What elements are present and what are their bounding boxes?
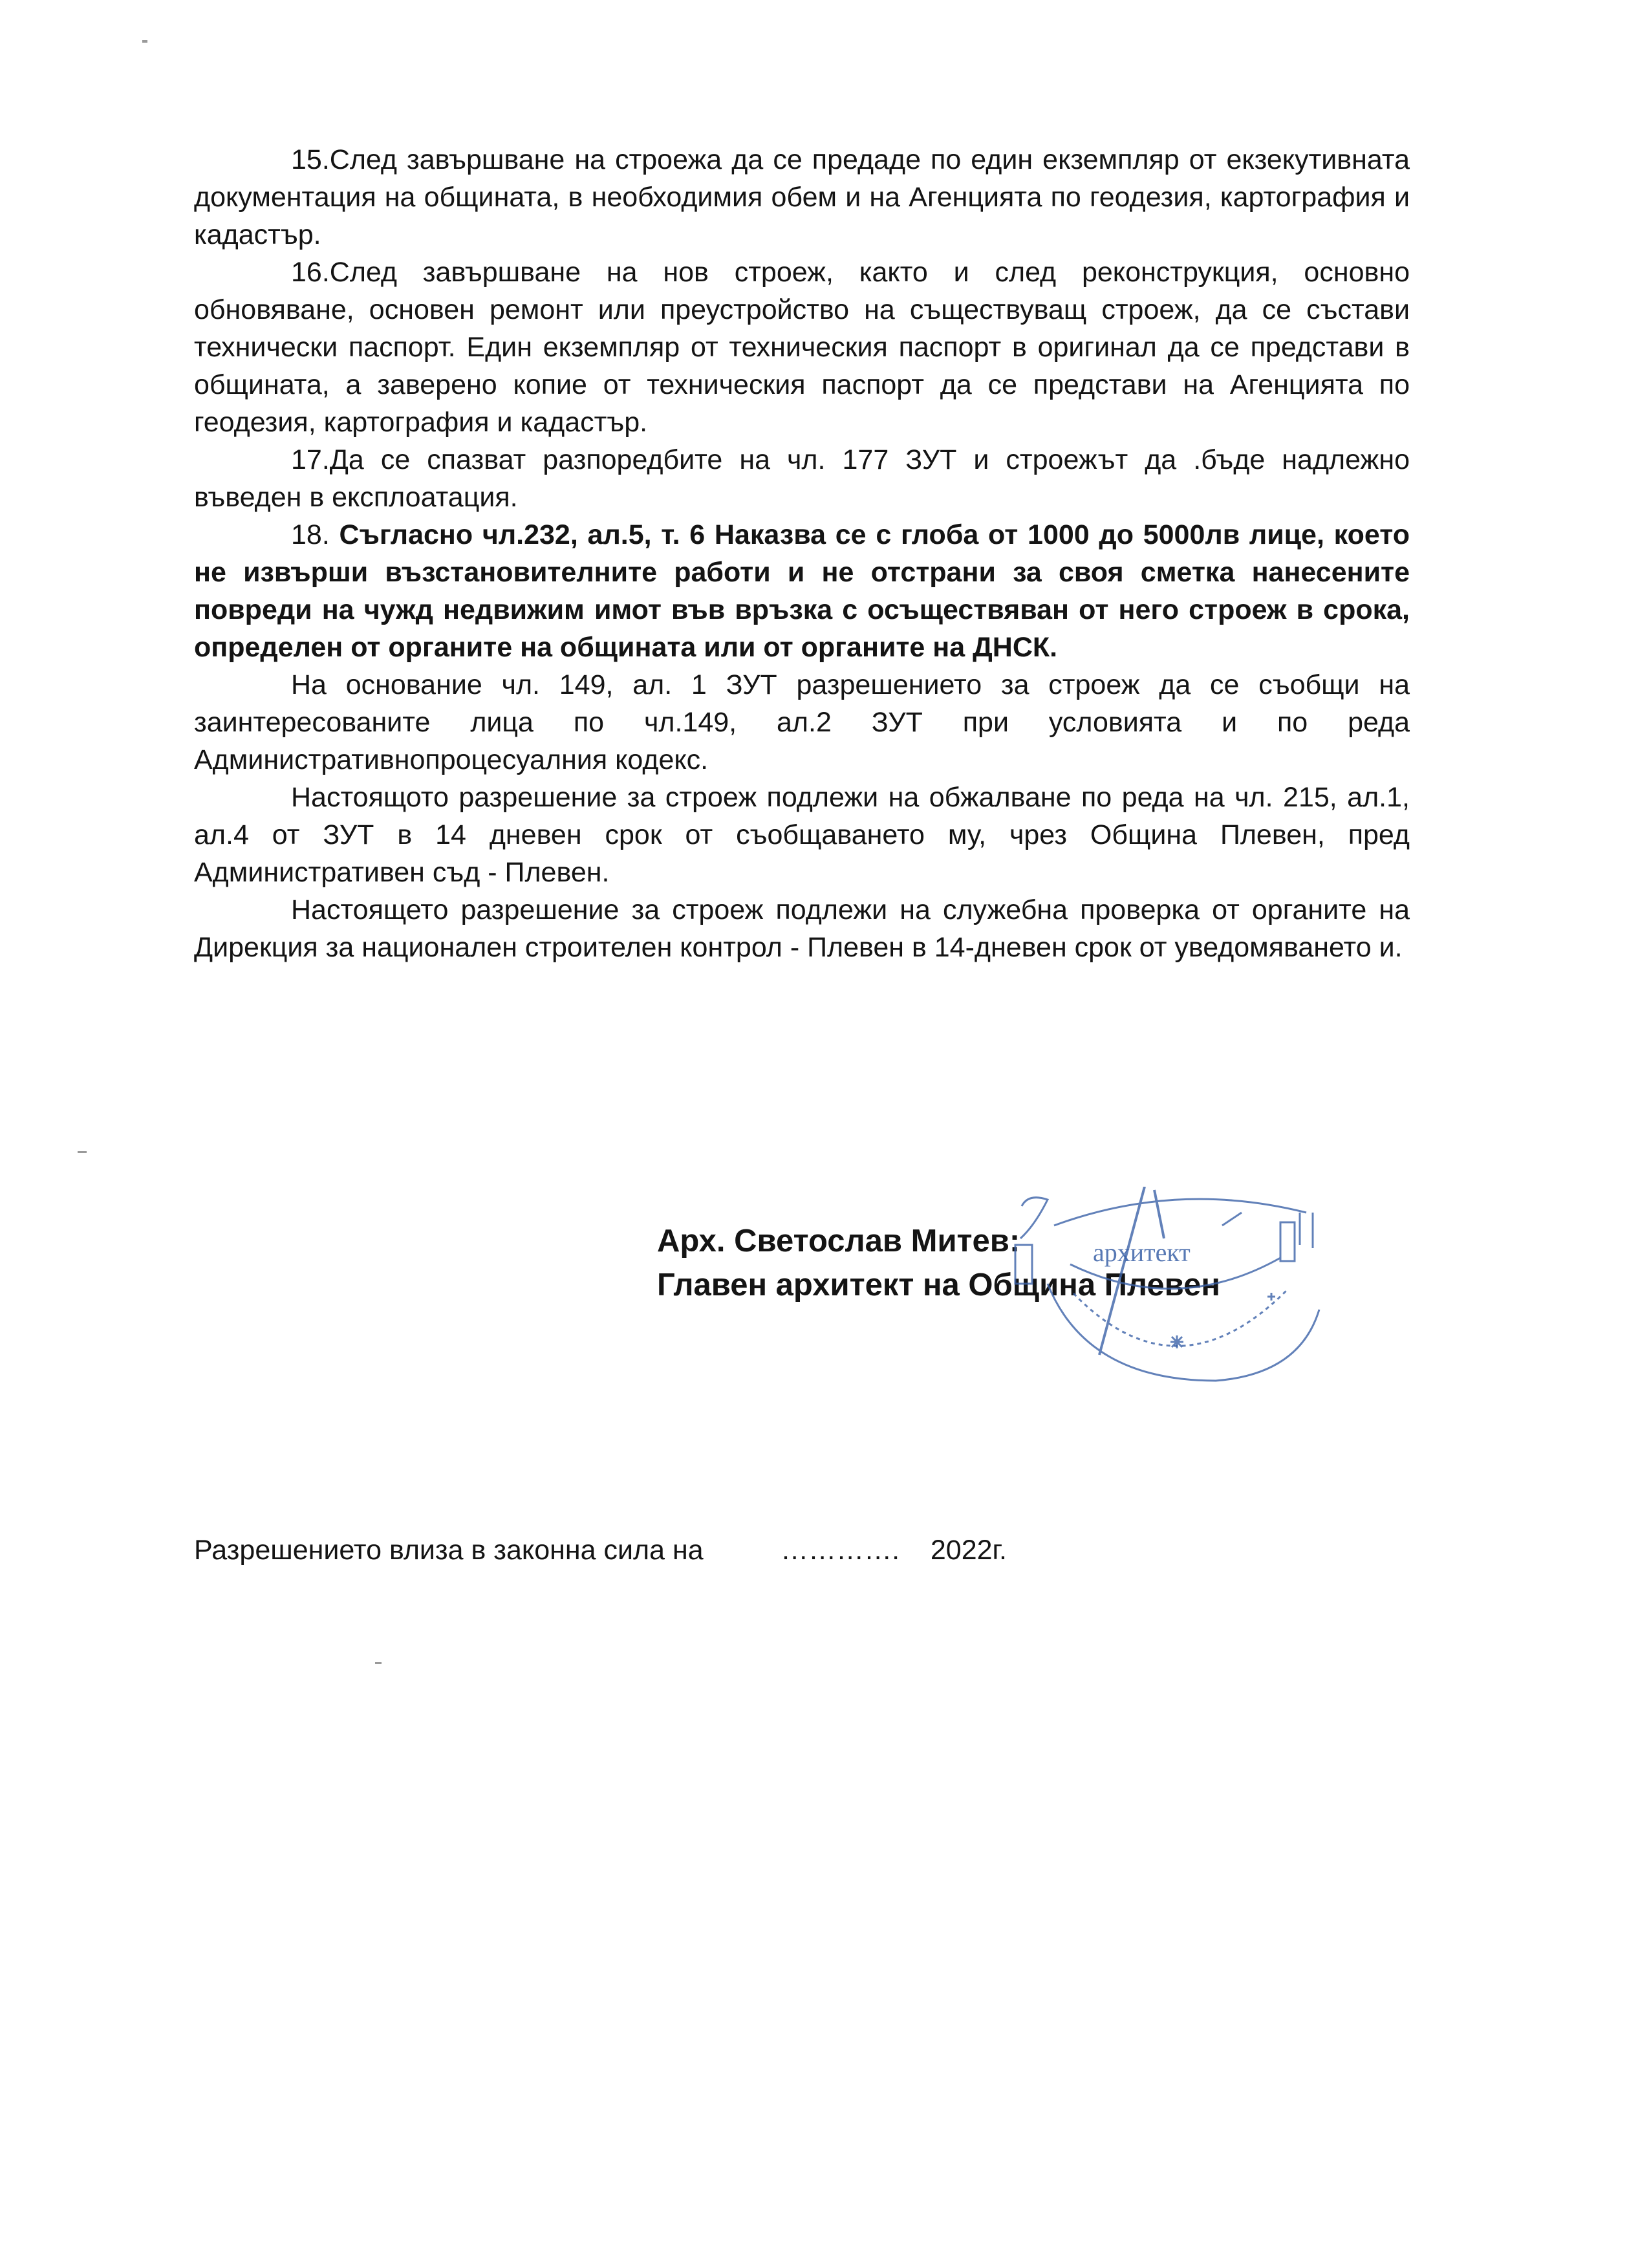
item-17: 17.Да се спазват разпоредбите на чл. 177 ЗУТ и строежът да .бъде надлежно въведен в експлоатация. xyxy=(194,444,1410,513)
item-15: 15.След завършване на строежа да се предаде по един екземпляр от екзекутивната документация на общината, в необходимия обем и на Агенцията по геодезия, картография и кадастър. xyxy=(194,144,1410,250)
scan-speck xyxy=(142,40,147,43)
stamp-text: архитект xyxy=(1093,1238,1191,1267)
appeal-paragraph: Настоящото разрешение за строеж подлежи на обжалване по реда на чл. 215, ал.1, ал.4 от ЗУТ в 14 дневен срок от съобщаването му, чрез Община Плевен, пред Административен съд - Плевен. xyxy=(194,782,1410,888)
signatory-title: Главен архитект на Община Плевен xyxy=(657,1268,1220,1302)
signatory-name: Арх. Светослав Митев: xyxy=(657,1224,1020,1258)
item-16: 16.След завършване на нов строеж, както и след реконструкция, основно обновяване, основен ремонт или преустройство на съществуващ строеж, да се състави технически паспорт. Един екземпляр от техническия паспорт в оригинал да се представи в общината, а заверено копие от техническия паспорт да се представи на Агенцията по геодезия, картография и кадастър. xyxy=(194,257,1410,438)
item-18 xyxy=(194,516,1410,666)
legal-force-label: Разрешението влиза в законна сила на xyxy=(194,1535,704,1566)
document-body xyxy=(194,141,1410,966)
notification-paragraph: На основание чл. 149, ал. 1 ЗУТ разрешението за строеж да се съобщи на заинтересованите лица по чл.149, ал.2 ЗУТ при условията и по реда Административнопроцесуалния кодекс. xyxy=(194,669,1410,775)
scan-speck xyxy=(375,1662,382,1664)
official-stamp xyxy=(1009,1187,1345,1400)
legal-force-line xyxy=(194,1531,1007,1569)
review-paragraph: Настоящето разрешение за строеж подлежи на служебна проверка от органите на Дирекция за национален строителен контрол - Плевен в 14-дневен срок от уведомяването и. xyxy=(194,894,1410,963)
item-18-penalty-text: Съгласно чл.232, ал.5, т. 6 Наказва се с глоба от 1000 до 5000лв лице, което не извърши възстановителните работи и не отстрани за своя сметка нанесените повреди на чужд недвижим имот във връзка с осъществяван от него строеж в срока, определен от органите на общината или от органите на ДНСК. xyxy=(194,519,1410,663)
scan-speck xyxy=(78,1151,87,1153)
item-18-number: 18. xyxy=(291,519,339,550)
legal-force-date-blank: …………. xyxy=(781,1535,900,1566)
legal-force-year: 2022г. xyxy=(930,1535,1007,1566)
